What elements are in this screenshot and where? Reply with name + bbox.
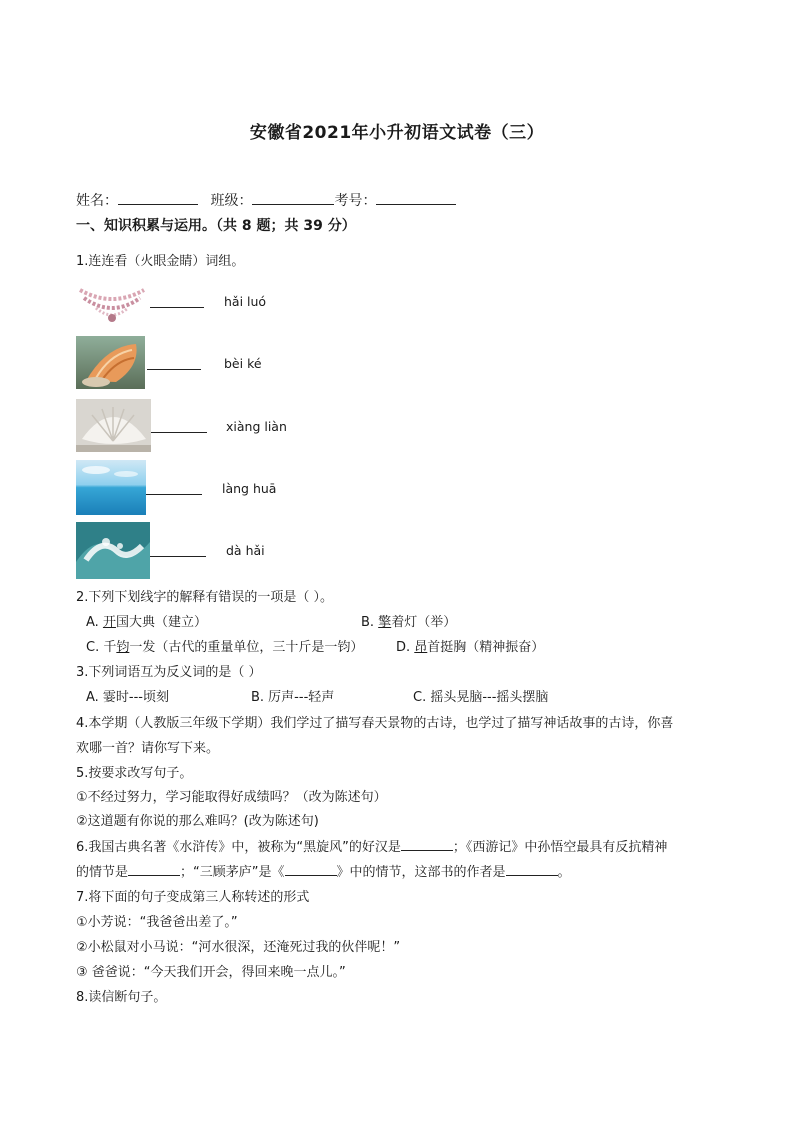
q3-option-a[interactable]: A. 霎时---顷刻 [86,690,170,705]
q7-stem: 7.将下面的句子变成第三人称转述的形式 [76,890,310,905]
exam-no-blank[interactable] [376,190,456,205]
conch-image [76,336,145,389]
q6-blank-3[interactable] [285,863,337,876]
q5-sentence-1: ①不经过努力，学习能取得好成绩吗？（改为陈述句） [76,790,387,805]
q7-sentence-2: ②小松鼠对小马说：“河水很深，还淹死过我的伙伴呢！” [76,940,401,955]
wave-image [76,522,150,579]
q5-sentence-2: ②这道题有你说的那么难吗？(改为陈述句) [76,814,319,829]
match-line-1[interactable] [150,307,204,308]
q6-text-a: 6.我国古典名著《水浒传》中，被称为“黑旋风”的好汉是 [76,840,401,855]
q2-option-c[interactable] [86,636,363,655]
option-a-underlined: 开 [102,615,116,630]
exam-no-label: 考号： [334,193,377,209]
q2-stem: 2.下列下划线字的解释有错误的一项是（ ）。 [76,590,334,605]
match-line-2[interactable] [147,369,201,370]
sea-image [76,460,146,515]
q6-line-2 [76,861,571,880]
q6-text-b: ；《西游记》中孙悟空最具有反抗精神 [452,840,668,855]
option-d-underlined: 昂 [414,640,428,655]
q5-stem: 5.按要求改写句子。 [76,766,193,781]
pinyin-5: dà hǎi [226,543,265,558]
option-c-underlined: 钧 [116,640,130,655]
q7-sentence-3: ③ 爸爸说：“今天我们开会，得回来晚一点儿。” [76,965,346,980]
option-b-text: 着灯（举） [391,615,457,630]
student-info-row [76,190,456,210]
q6-blank-2[interactable] [128,863,180,876]
class-label: 班级： [210,193,253,209]
q4-line-1: 4.本学期（人教版三年级下学期）我们学过了描写春天景物的古诗，也学过了描写神话故事的古诗，你喜 [76,716,674,731]
q6-text-d: ；“三顾茅庐”是《 [180,865,285,880]
option-b-underlined: 擎 [378,615,392,630]
q6-text-c: 的情节是 [76,865,129,880]
q4-line-2: 欢哪一首？请你写下来。 [76,741,220,756]
q6-blank-1[interactable] [401,838,453,851]
pinyin-4: làng huā [222,481,277,496]
pinyin-1: hǎi luó [224,294,267,309]
match-line-3[interactable] [151,432,207,433]
q3-stem: 3.下列词语互为反义词的是（ ） [76,665,262,680]
pinyin-3: xiàng liàn [226,419,287,434]
class-blank[interactable] [252,190,334,205]
match-line-4[interactable] [146,494,202,495]
q7-sentence-1: ①小芳说：“我爸爸出差了。” [76,915,238,930]
option-c-text: 一发（古代的重量单位，三十斤是一钧） [129,640,364,655]
option-d-text: 首挺胸（精神振奋） [427,640,545,655]
name-blank[interactable] [118,190,198,205]
option-a-text: 国大典（建立） [115,615,207,630]
option-d-prefix: D. [396,640,415,655]
necklace-image [76,278,148,326]
q6-blank-4[interactable] [506,863,558,876]
pinyin-2: bèi ké [224,356,262,371]
q3-option-b[interactable]: B. 厉声---轻声 [251,690,335,705]
q6-text-e: 》中的情节，这部书的作者是 [336,865,506,880]
section-heading: 一、知识积累与运用。（共 8 题；共 39 分） [76,218,356,234]
page-title: 安徽省2021年小升初语文试卷（三） [249,123,545,143]
q6-text-f: 。 [557,865,571,880]
q3-option-c[interactable]: C. 摇头晃脑---摇头摆脑 [413,690,549,705]
q2-option-d[interactable] [396,636,544,655]
q6-line-1 [76,836,667,855]
option-c-prefix: C. 千 [86,640,117,655]
q8-stem: 8.读信断句子。 [76,990,167,1005]
name-label: 姓名： [76,193,118,209]
option-b-prefix: B. [361,615,379,630]
option-a-prefix: A. [86,615,103,630]
q2-option-b[interactable] [361,611,456,630]
q1-stem: 1.连连看（火眼金睛）词组。 [76,254,245,269]
q2-option-a[interactable] [86,611,207,630]
shell-image [76,399,151,452]
match-line-5[interactable] [150,556,206,557]
